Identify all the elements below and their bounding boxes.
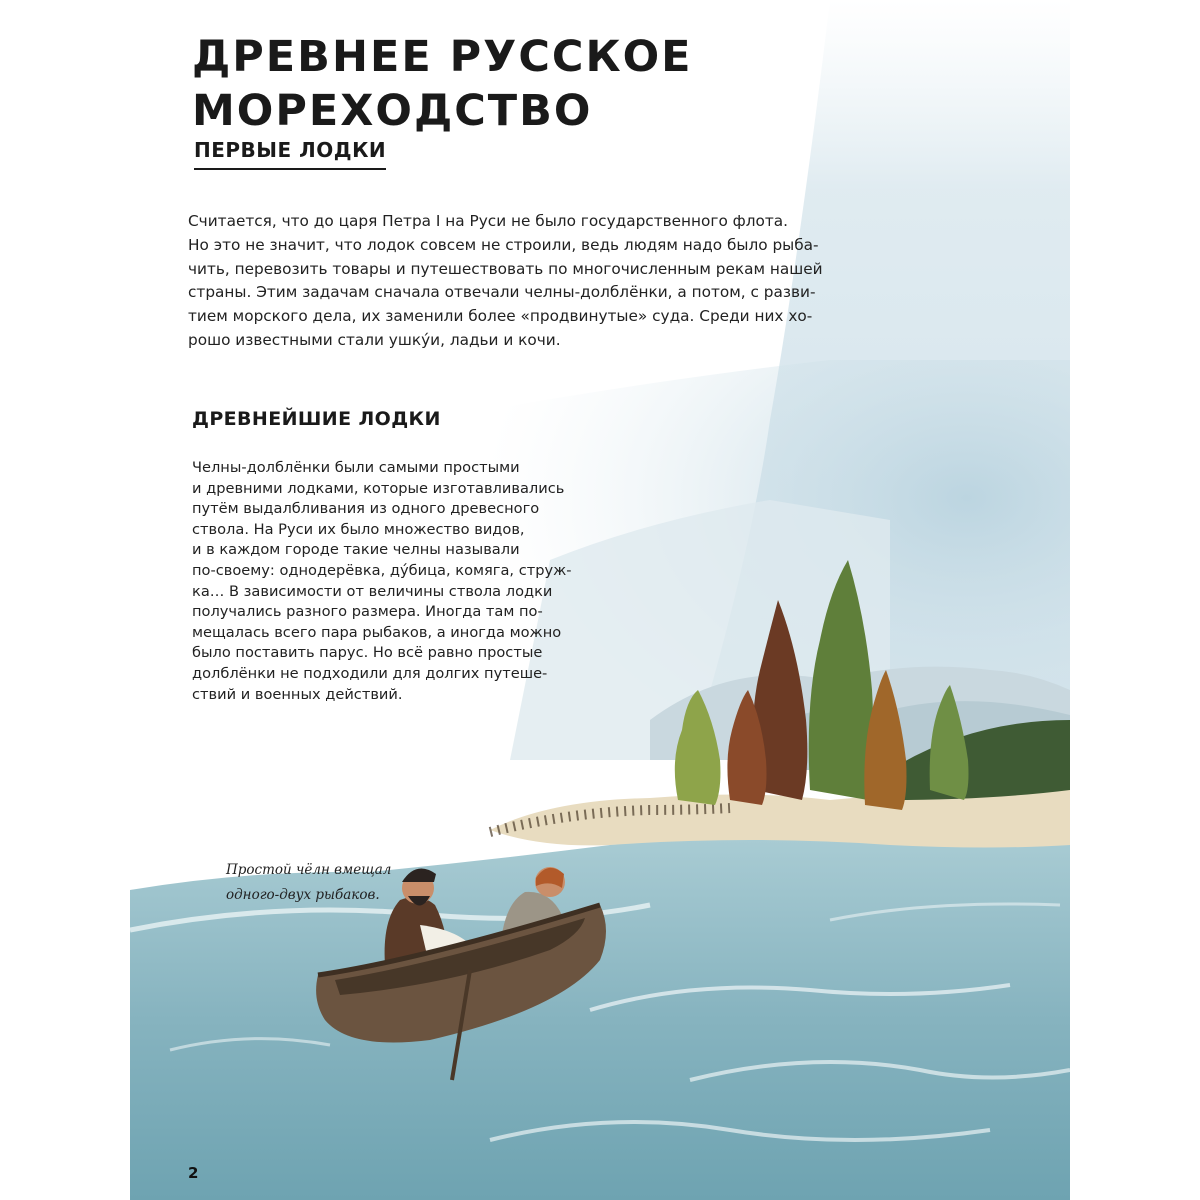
section-line: было поставить парус. Но всё равно простые (192, 644, 543, 662)
intro-line: рошо известными стали ушку́и, ладьи и кочи. (188, 330, 561, 349)
section-line: долблёнки не подходили для долгих путеше- (192, 664, 548, 682)
intro-paragraph (188, 210, 848, 353)
caption-line: одного-двух рыбаков. (226, 887, 380, 903)
intro-line: Но это не значит, что лодок совсем не строили, ведь людям надо было рыба- (188, 235, 819, 254)
intro-line: чить, перевозить товары и путешествовать по многочисленным рекам нашей (188, 259, 823, 278)
book-page (130, 0, 1070, 1200)
section-line: путём выдалбливания из одного древесного (192, 500, 540, 518)
page-number: 2 (188, 1164, 199, 1182)
section-line: и древними лодками, которые изготавливались (192, 479, 565, 497)
section-heading: ДРЕВНЕЙШИЕ ЛОДКИ (192, 408, 441, 430)
section-paragraph (192, 458, 612, 705)
section-line: мещалась всего пара рыбаков, а иногда можно (192, 623, 562, 641)
section-line: получались разного размера. Иногда там по- (192, 603, 543, 621)
section-line: ка… В зависимости от величины ствола лодки (192, 582, 553, 600)
caption-line: Простой чёлн вмещал (226, 862, 392, 878)
section-line: ствола. На Руси их было множество видов, (192, 520, 525, 538)
page-title (192, 30, 693, 138)
intro-line: тием морского дела, их заменили более «продвинутые» суда. Среди них хо- (188, 307, 813, 326)
intro-line: Считается, что до царя Петра I на Руси не было государственного флота. (188, 212, 789, 230)
subtitle: ПЕРВЫЕ ЛОДКИ (194, 138, 386, 170)
page-title-line-1: ДРЕВНЕЕ РУССКОЕ (192, 32, 693, 82)
section-line: Челны-долблёнки были самыми простыми (192, 459, 520, 476)
section-line: и в каждом городе такие челны называли (192, 541, 520, 559)
intro-line: страны. Этим задачам сначала отвечали челны-долблёнки, а потом, с разви- (188, 283, 816, 302)
page-title-line-2: МОРЕХОДСТВО (192, 86, 593, 136)
section-line: ствий и военных действий. (192, 685, 403, 703)
section-line: по-своему: однодерёвка, ду́бица, комяга, струж- (192, 561, 572, 579)
illustration-caption (226, 858, 391, 908)
